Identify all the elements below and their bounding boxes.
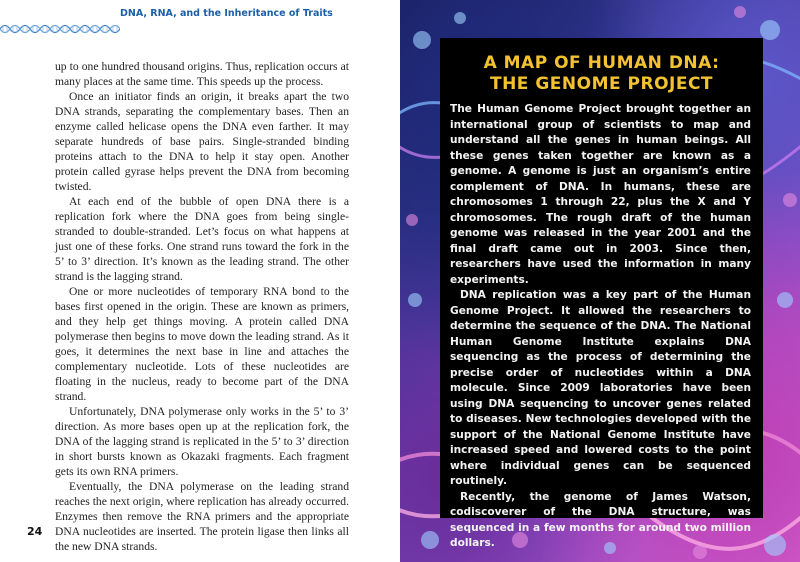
paragraph: At each end of the bubble of open DNA there is a replication fork where the DNA goes from being single-stranded to double-stranded. Let’s focus on what happens at just one of these forks. One strand runs toward the fork in the 5’ to 3’ direction. It’s known as the leading strand. The other strand is the lagging strand. bbox=[55, 195, 349, 283]
right-page bbox=[400, 0, 800, 562]
paragraph: One or more nucleotides of temporary RNA bond to the bases first opened in the origin. These are known as primers, and they help get things moving. A protein called DNA polymerase then begins to move down the leading strand. As it goes, it determines the next base in line and attaches the complementary nucleotide. Lots of these nucleotides are floating in the nucleus, ready to become part of the DNA strand. bbox=[55, 285, 349, 403]
sidebar-text bbox=[450, 102, 751, 552]
paragraph: Unfortunately, DNA polymerase only works in the 5’ to 3’ direction. As more bases open up at the replication fork, the DNA of the lagging strand is replicated in the 5’ to 3’ direction in short bursts known as Okazaki fragments. Each fragment gets its own RNA primers. bbox=[55, 405, 349, 478]
running-header-title: DNA, RNA, and the Inheritance of Traits bbox=[120, 8, 333, 19]
dna-helix-decoration bbox=[0, 22, 120, 36]
sidebar-paragraph: Recently, the genome of James Watson, codiscoverer of the DNA structure, was sequenced in a few months for around two million dollars. bbox=[450, 490, 751, 549]
paragraph: Once an initiator finds an origin, it breaks apart the two DNA strands, separating the complementary bases. Then an enzyme called helicase opens the DNA even farther. It may separate hundreds of base pairs. Single-stranded binding proteins attach to the DNA to help it stay open. Another protein called gyrase helps prevent the DNA from becoming twisted. bbox=[55, 90, 349, 193]
paragraph: up to one hundred thousand origins. Thus, replication occurs at many places at the same time. This speeds up the process. bbox=[55, 60, 349, 88]
sidebar-paragraph: The Human Genome Project brought together an international group of scientists to map and understand all the genes in human beings. All these genes taken together are known as a genome. A genome is just an organism’s entire complement of DNA. In humans, these are chromosomes 1 through 22, plus the X and Y chromosomes. The rough draft of the human genome was released in the year 2001 and the final draft came out in 2003. Since then, researchers have used the information in many experiments. bbox=[450, 103, 751, 286]
sidebar-title bbox=[440, 53, 763, 95]
sidebar-paragraph: DNA replication was a key part of the Human Genome Project. It allowed the researchers to determine the sequence of the DNA. The National Human Genome Institute explains DNA sequencing as the process of determining the precise order of nucleotides within a DNA molecule. Since 2009 laboratories have been using DNA sequencing to uncover genes related to diseases. New technologies developed with the support of the National Genome Institute have increased speed and lowered costs to the point where individual genes can be sequenced routinely. bbox=[450, 289, 751, 487]
page-number: 24 bbox=[27, 525, 43, 538]
body-text bbox=[55, 59, 349, 554]
sidebar-box bbox=[440, 38, 763, 549]
sidebar-title-line: THE GENOME PROJECT bbox=[489, 74, 714, 94]
sidebar-title-line: A MAP OF HUMAN DNA: bbox=[483, 53, 720, 73]
paragraph: Eventually, the DNA polymerase on the leading strand reaches the next origin, where replication has already occurred. Enzymes then remove the RNA primers and the appropriate DNA nucleotides are inserted. The protein ligase then links all the new DNA strands. bbox=[55, 480, 349, 553]
